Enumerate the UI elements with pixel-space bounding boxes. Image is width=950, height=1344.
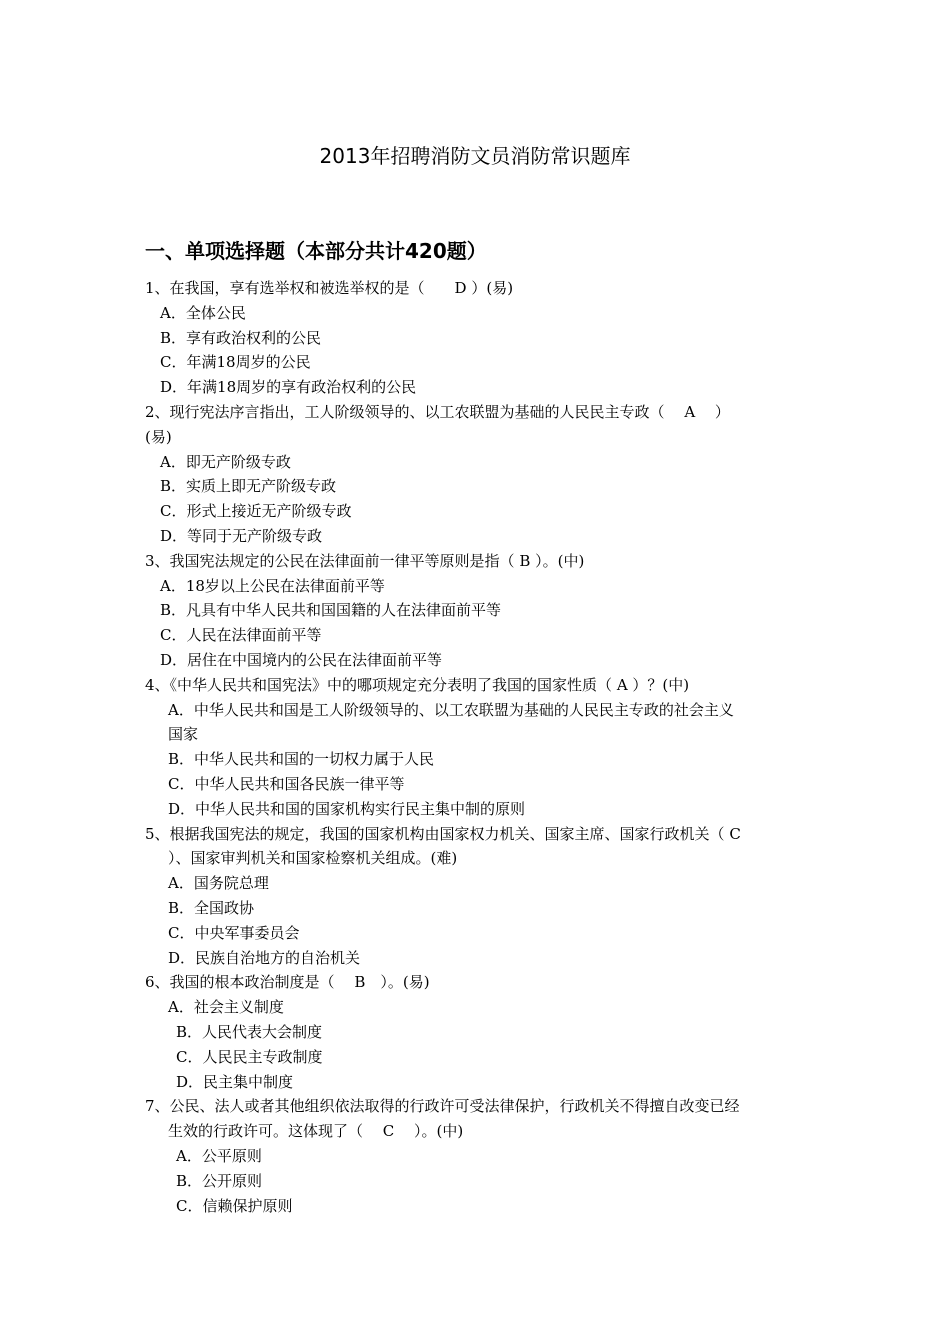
question-line: D．中华人民共和国的国家机构实行民主集中制的原则	[168, 799, 526, 818]
question-line: A．国务院总理	[168, 874, 269, 893]
document-title: 2013年招聘消防文员消防常识题库	[319, 144, 631, 168]
question-line: B．全国政协	[168, 899, 255, 917]
question-line: 5、根据我国宪法的规定，我国的国家机构由国家权力机关、国家主席、国家行政机关（ C	[145, 824, 741, 843]
question-line: A．公平原则	[176, 1147, 262, 1165]
question-line: A．中华人民共和国是工人阶级领导的、以工农联盟为基础的人民民主专政的社会主义	[168, 700, 734, 719]
question-line: ）、国家审判机关和国家检察机关组成。(难)	[168, 849, 458, 868]
question-line: B．公开原则	[176, 1171, 263, 1190]
question-line: B．实质上即无产阶级专政	[160, 477, 337, 496]
question-line: A．18岁以上公民在法律面前平等	[160, 576, 385, 595]
question-line: 7、公民、法人或者其他组织依法取得的行政许可受法律保护，行政机关不得擅自改变已经	[145, 1097, 740, 1116]
question-line: 2、现行宪法序言指出，工人阶级领导的、以工农联盟为基础的人民民主专政（ A ）	[145, 403, 730, 421]
question-line: B．凡具有中华人民共和国国籍的人在法律面前平等	[160, 601, 502, 620]
question-line: C．年满18周岁的公民	[160, 353, 311, 372]
question-line: C．中央军事委员会	[168, 923, 300, 942]
question-line: D．民族自治地方的自治机关	[168, 948, 361, 967]
question-line: 国家	[168, 725, 199, 744]
question-line: D．年满18周岁的享有政治权利的公民	[160, 378, 417, 397]
question-line: C．人民民主专政制度	[176, 1047, 323, 1066]
question-line: D．居住在中国境内的公民在法律面前平等	[160, 651, 443, 669]
question-line: 1、在我国，享有选举权和被选举权的是（ D ）(易)	[145, 279, 514, 297]
section-heading: 一、单项选择题（本部分共计420题）	[145, 239, 487, 263]
question-line: B．人民代表大会制度	[176, 1023, 323, 1041]
question-line: A．社会主义制度	[168, 998, 284, 1017]
question-line: 生效的行政许可。这体现了（ C ）。(中)	[168, 1122, 464, 1141]
question-line: C．信赖保护原则	[176, 1196, 293, 1215]
question-line: 6、我国的根本政治制度是（ B ）。(易)	[145, 973, 430, 992]
question-line: B．中华人民共和国的一切权力属于人民	[168, 750, 435, 769]
question-line: B．享有政治权利的公民	[160, 328, 322, 347]
question-line: A．即无产阶级专政	[160, 452, 291, 471]
question-line: 3、我国宪法规定的公民在法律面前一律平等原则是指（ B ）。(中)	[145, 551, 585, 570]
question-line: C．形式上接近无产阶级专政	[160, 502, 352, 521]
question-line: (易)	[145, 427, 172, 446]
question-line: D．等同于无产阶级专政	[160, 527, 323, 545]
question-line: A．全体公民	[160, 303, 246, 322]
question-line: C．人民在法律面前平等	[160, 626, 322, 645]
question-line: C．中华人民共和国各民族一律平等	[168, 775, 405, 793]
question-line: D．民主集中制度	[176, 1072, 294, 1091]
question-line: 4、《中华人民共和国宪法》中的哪项规定充分表明了我国的国家性质（ A ）？(中)	[145, 675, 690, 694]
